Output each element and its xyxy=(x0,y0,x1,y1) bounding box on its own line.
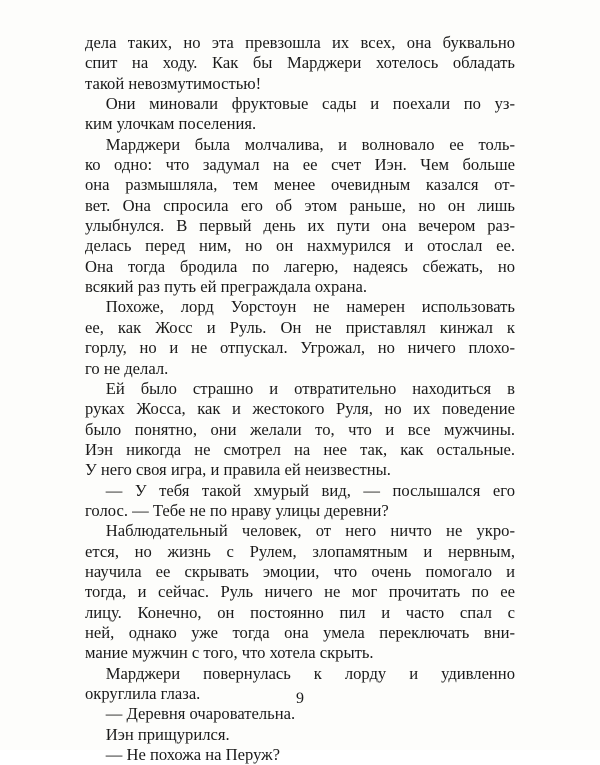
text-line: Иэн никогда не смотрел на нее так, как остальные. xyxy=(85,439,515,459)
text-line: лицу. Конечно, он постоянно пил и часто спал с xyxy=(85,602,515,622)
text-line: было понятно, они желали то, что и все мужчины. xyxy=(85,419,515,439)
text-line: округлила глаза. xyxy=(85,684,201,703)
body-text xyxy=(85,33,515,765)
text-line: тогда, и сейчас. Руль ничего не мог прочитать по ее xyxy=(85,582,515,602)
text-line: улыбнулся. В первый день их пути она вечером раз- xyxy=(85,216,515,236)
text-line: Они миновали фруктовые сады и поехали по уз- xyxy=(105,94,515,114)
text-line: Ей было страшно и отвратительно находиться в xyxy=(105,378,515,398)
text-line: такой невозмутимостью! xyxy=(85,73,262,93)
text-line: Иэн прищурился. xyxy=(105,724,230,744)
text-line: — Деревня очаровательна. xyxy=(105,704,296,724)
text-line: спит на ходу. Как бы Марджери хотелось обладать xyxy=(85,53,515,73)
text-line: вет. Она спросила его об этом раньше, но он лишь xyxy=(85,195,515,215)
text-line: ким улочкам поселения. xyxy=(85,114,257,134)
text-line: Марджери повернулась к лорду и удивленно xyxy=(105,663,515,683)
text-line: руках Жосса, как и жестокого Руля, но их поведение xyxy=(85,399,515,419)
text-line: ко одно: что задумал на ее счет Иэн. Чем больше xyxy=(85,155,515,175)
text-line: ней, однако уже тогда она умела переключать вни- xyxy=(85,622,515,642)
text-line: голос. — Тебе не по нраву улицы деревни? xyxy=(85,500,389,520)
text-line: Наблюдательный человек, от него ничто не укро- xyxy=(105,521,515,541)
text-line: мание мужчин с того, что хотела скрыть. xyxy=(85,643,374,663)
text-line: Марджери была молчалива, и волновало ее толь- xyxy=(105,134,515,154)
text-line: Она тогда бродила по лагерю, надеясь сбежать, но xyxy=(85,256,515,276)
text-lines xyxy=(85,33,515,765)
text-line: ется, но жизнь с Рулем, злопамятным и нервным, xyxy=(85,541,515,561)
text-line: ее, как Жосс и Руль. Он не приставлял кинжал к xyxy=(85,317,515,337)
text-line: У него своя игра, и правила ей неизвестны. xyxy=(85,460,391,480)
text-line: Похоже, лорд Уорстоун не намерен использовать xyxy=(105,297,515,317)
text-line: она размышляла, тем менее очевидным казался от- xyxy=(85,175,515,195)
text-line: го не делал. xyxy=(85,358,169,378)
text-line: делась перед ним, но он нахмурился и отослал ее. xyxy=(85,236,515,256)
page-number: 9 xyxy=(296,690,304,707)
text-line: всякий раз путь ей преграждала охрана. xyxy=(85,277,368,297)
text-line: научила ее скрывать эмоции, что очень помогало и xyxy=(85,561,515,581)
text-line: дела таких, но эта превзошла их всех, она буквально xyxy=(85,33,515,52)
text-line: горлу, но и не отпускал. Угрожал, но ничего плохо- xyxy=(85,338,515,358)
text-line: — У тебя такой хмурый вид, — послышался его xyxy=(105,480,515,500)
text-line: — Не похожа на Перуж? xyxy=(105,745,281,765)
